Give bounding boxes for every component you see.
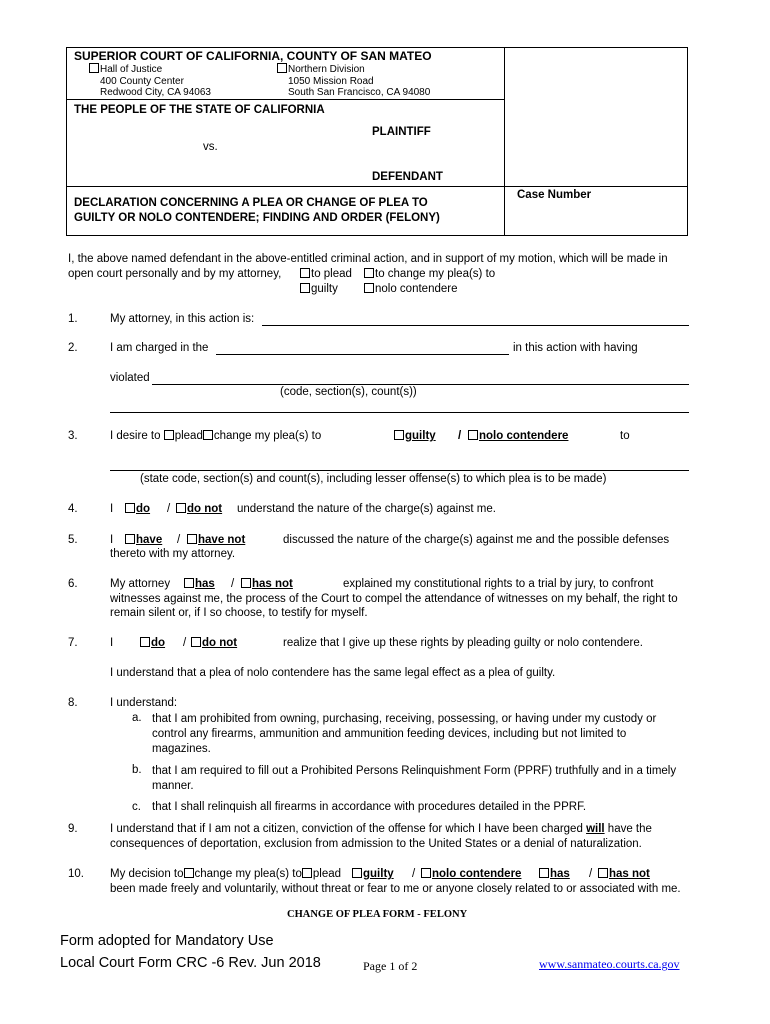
- item-number: 1.: [68, 313, 78, 325]
- hall-of-justice-checkbox[interactable]: [89, 63, 99, 73]
- footer-website-link[interactable]: www.sanmateo.courts.ca.gov: [539, 957, 680, 971]
- plead-checkbox[interactable]: [164, 430, 174, 440]
- item10-hasnot-checkbox[interactable]: [598, 868, 608, 878]
- item10-nolo: nolo contendere: [421, 868, 521, 880]
- location-northern-division: Northern Division 1050 Mission Road South San Francisco, CA 94080: [277, 63, 430, 99]
- item5-i: I: [110, 534, 114, 546]
- item2-text: I am charged in the: [110, 342, 209, 354]
- item7-donot: do not: [191, 637, 237, 649]
- item8-text: I understand:: [110, 697, 178, 709]
- offense-caption: (state code, section(s) and count(s), including lesser offense(s) to which plea is to be made): [140, 473, 607, 485]
- nolo-checkbox[interactable]: [364, 283, 374, 293]
- item9-text: I understand that if I am not a citizen, conviction of the offense for which I have been charged will have the: [110, 823, 652, 835]
- item-number: 2.: [68, 342, 78, 354]
- item6-text-d: remain silent or, if I so choose, to testify for myself.: [110, 607, 368, 619]
- item6-text-b: explained my constitutional rights to a trial by jury, to confront: [343, 578, 654, 590]
- item10-has: has: [539, 868, 570, 880]
- item3-nolo-checkbox[interactable]: [468, 430, 478, 440]
- item8-a-label: a.: [132, 712, 142, 724]
- item4-i: I: [110, 503, 114, 515]
- item7-i: I: [110, 637, 114, 649]
- item5-text-b: thereto with my attorney.: [110, 548, 236, 560]
- item5-text: discussed the nature of the charge(s) against me and the possible defenses: [283, 534, 670, 546]
- item10-guilty-checkbox[interactable]: [352, 868, 362, 878]
- item1-text: My attorney, in this action is:: [110, 313, 255, 325]
- item6-text: My attorney: [110, 578, 171, 590]
- item3-text: I desire to plead change my plea(s) to: [110, 430, 322, 442]
- item10-nolo-checkbox[interactable]: [421, 868, 431, 878]
- to-plead-option: to plead: [300, 268, 352, 280]
- vs-label: vs.: [203, 141, 218, 153]
- footer-local-form: Local Court Form CRC -6 Rev. Jun 2018: [60, 955, 321, 971]
- court-name: SUPERIOR COURT OF CALIFORNIA, COUNTY OF SAN MATEO: [74, 49, 432, 63]
- item8-c-text: that I shall relinquish all firearms in accordance with procedures detailed in the PPRF.: [152, 801, 587, 813]
- guilty-checkbox[interactable]: [300, 283, 310, 293]
- to-change-checkbox[interactable]: [364, 268, 374, 278]
- violated-line-2[interactable]: [110, 412, 689, 413]
- item6-text-c: witnesses against me, the process of the Court to compel the attendance of witnesses on my behalf, the right to: [110, 593, 678, 605]
- case-number-box: [504, 47, 688, 236]
- item7-text: realize that I give up these rights by pleading guilty or nolo contendere.: [283, 637, 643, 649]
- item-number: 9.: [68, 823, 78, 835]
- item6-hasnot: has not: [241, 578, 293, 590]
- item8-b-label: b.: [132, 764, 142, 776]
- plaintiff-label: PLAINTIFF: [372, 126, 431, 138]
- item-number: 3.: [68, 430, 78, 442]
- footer-adopted: Form adopted for Mandatory Use: [60, 933, 274, 949]
- violated-line[interactable]: [152, 384, 689, 385]
- item10-text: My decision to change my plea(s) to plead: [110, 868, 342, 880]
- item2-text-b: in this action with having: [513, 342, 638, 354]
- item-number: 5.: [68, 534, 78, 546]
- item-number: 8.: [68, 697, 78, 709]
- item8-a-text: that I am prohibited from owning, purchasing, receiving, possessing, or having under my custody or control any firearms, ammunition and ammunition feeding devices, including but not limited to magazines.: [152, 713, 657, 755]
- slash: /: [458, 430, 462, 442]
- item-number: 10.: [68, 868, 84, 880]
- item8-c-label: c.: [132, 801, 141, 813]
- code-section-caption: (code, section(s), count(s)): [280, 386, 417, 398]
- attorney-name-line[interactable]: [262, 325, 689, 326]
- charged-in-line[interactable]: [216, 354, 509, 355]
- item3-guilty: guilty: [394, 430, 436, 442]
- people-of-california: THE PEOPLE OF THE STATE OF CALIFORNIA: [74, 104, 325, 116]
- item6-has-checkbox[interactable]: [184, 578, 194, 588]
- item4-donot-checkbox[interactable]: [176, 503, 186, 513]
- slash: /: [231, 578, 235, 590]
- form-title: DECLARATION CONCERNING A PLEA OR CHANGE OF PLEA TO GUILTY OR NOLO CONTENDERE; FINDING AND ORDER (FELONY): [74, 197, 440, 224]
- item5-havenot: have not: [187, 534, 245, 546]
- defendant-label: DEFENDANT: [372, 171, 443, 183]
- item4-text: understand the nature of the charge(s) against me.: [237, 503, 496, 515]
- item5-have-checkbox[interactable]: [125, 534, 135, 544]
- item4-donot: do not: [176, 503, 222, 515]
- location-hall-of-justice: Hall of Justice 400 County Center Redwood City, CA 94063: [89, 63, 211, 99]
- item10-hasnot: has not: [598, 868, 650, 880]
- nolo-option: nolo contendere: [364, 283, 457, 295]
- item10-text-b: been made freely and voluntarily, without threat or fear to me or anyone closely related to or associated with me.: [110, 883, 681, 895]
- to-change-option: to change my plea(s) to: [364, 268, 495, 280]
- slash: /: [589, 868, 593, 880]
- item3-nolo: nolo contendere: [468, 430, 568, 442]
- item6-has: has: [184, 578, 215, 590]
- item3-to: to: [620, 430, 630, 442]
- item8-b-text: that I am required to fill out a Prohibited Persons Relinquishment Form (PPRF) truthfully and in a timely manner.: [152, 765, 677, 792]
- intro-line2: open court personally and by my attorney,: [68, 268, 282, 280]
- item5-havenot-checkbox[interactable]: [187, 534, 197, 544]
- item-number: 7.: [68, 637, 78, 649]
- change-plea-checkbox[interactable]: [203, 430, 213, 440]
- item-number: 6.: [68, 578, 78, 590]
- item7-donot-checkbox[interactable]: [191, 637, 201, 647]
- item-number: 4.: [68, 503, 78, 515]
- item7-text-b: I understand that a plea of nolo contendere has the same legal effect as a plea of guilty.: [110, 667, 556, 679]
- item7-do-checkbox[interactable]: [140, 637, 150, 647]
- guilty-option: guilty: [300, 283, 338, 295]
- item10-change-checkbox[interactable]: [184, 868, 194, 878]
- plea-offense-line[interactable]: [110, 470, 689, 471]
- footer-form-title: CHANGE OF PLEA FORM - FELONY: [287, 909, 468, 920]
- item6-hasnot-checkbox[interactable]: [241, 578, 251, 588]
- slash: /: [183, 637, 187, 649]
- footer-page-number: Page 1 of 2: [363, 959, 418, 973]
- item7-do: do: [140, 637, 165, 649]
- item3-guilty-checkbox[interactable]: [394, 430, 404, 440]
- violated-label: violated: [110, 372, 150, 384]
- northern-division-checkbox[interactable]: [277, 63, 287, 73]
- item10-guilty: guilty: [352, 868, 394, 880]
- case-number-label: Case Number: [517, 189, 592, 201]
- item10-plead-checkbox[interactable]: [302, 868, 312, 878]
- slash: /: [177, 534, 181, 546]
- intro-line1: I, the above named defendant in the above-entitled criminal action, and in support of my motion, which will be made in: [68, 253, 668, 265]
- slash: /: [412, 868, 416, 880]
- item5-have: have: [125, 534, 162, 546]
- to-plead-checkbox[interactable]: [300, 268, 310, 278]
- item10-has-checkbox[interactable]: [539, 868, 549, 878]
- item4-do: do: [125, 503, 150, 515]
- item9-text-b: consequences of deportation, exclusion from admission to the United States or a denial of naturalization.: [110, 838, 642, 850]
- item4-do-checkbox[interactable]: [125, 503, 135, 513]
- slash: /: [167, 503, 171, 515]
